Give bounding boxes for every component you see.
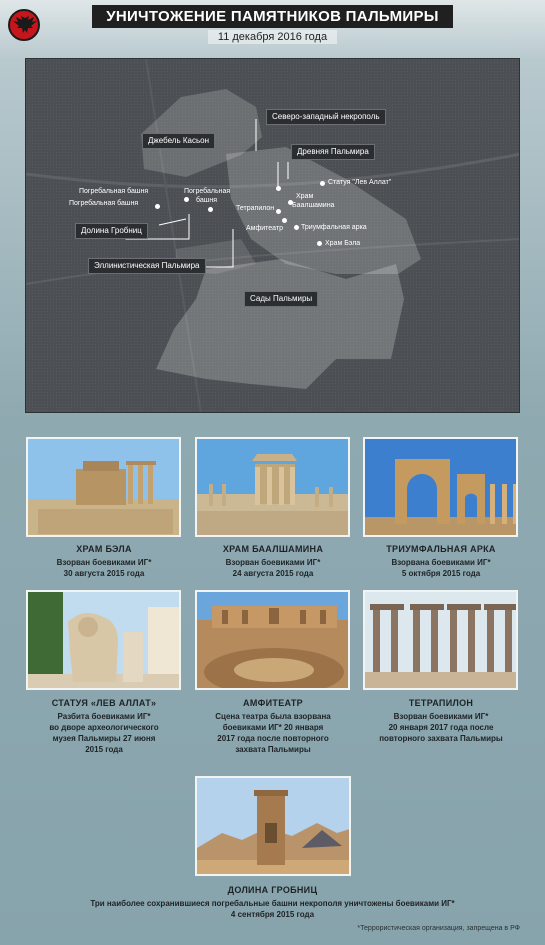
footnote: *Террористическая организация, запрещена в РФ	[357, 925, 520, 932]
label-lion-statue: Статуя "Лев Аллат"	[328, 179, 392, 186]
card-title-temple-bel: ХРАМ БЭЛА	[76, 544, 132, 554]
photo-temple-bel	[26, 437, 181, 537]
card-desc-valley-of-tombs-1: Три наиболее сохранившиеся погребальные башни некрополя уничтожены боевиками ИГ*	[90, 899, 455, 908]
page-title: УНИЧТОЖЕНИЕ ПАМЯТНИКОВ ПАЛЬМИРЫ	[92, 5, 453, 28]
card-desc-tetrapylon-2: 20 января 2017 года после	[388, 723, 494, 732]
card-desc-temple-baalshamin-2: 24 августа 2015 года	[232, 569, 314, 578]
marker-burial-tower-2	[155, 204, 160, 209]
label-temple-baalshamin-b: Баалшамина	[292, 202, 335, 209]
card-desc-temple-bel-2: 30 августа 2015 года	[63, 569, 145, 578]
card-desc-triumphal-arch-2: 5 октября 2015 года	[401, 569, 481, 578]
card-desc-amphitheatre-4: захвата Пальмиры	[235, 745, 311, 754]
label-northwest-necropolis: Северо-западный некрополь	[266, 109, 386, 125]
card-desc-temple-baalshamin-1: Взорван боевиками ИГ*	[225, 558, 321, 567]
card-title-valley-of-tombs: ДОЛИНА ГРОБНИЦ	[227, 885, 318, 895]
photo-temple-baalshamin	[195, 437, 350, 537]
marker-tetrapylon	[276, 209, 281, 214]
marker-lion-statue	[320, 181, 325, 186]
card-desc-temple-bel-1: Взорван боевиками ИГ*	[56, 558, 152, 567]
label-valley-of-tombs: Долина Гробниц	[75, 223, 148, 239]
card-desc-amphitheatre-2: боевиками ИГ* 20 января	[222, 723, 324, 732]
photo-valley-of-tombs	[195, 776, 351, 876]
photo-lion-statue	[26, 590, 181, 690]
marker-burial-tower-1	[184, 197, 189, 202]
marker-amphitheatre	[282, 218, 287, 223]
card-title-lion-statue: СТАТУЯ «ЛЕВ АЛЛАТ»	[51, 698, 157, 708]
label-amphitheatre: Амфитеатр	[246, 225, 284, 232]
card-desc-amphitheatre-1: Сцена театра была взорвана	[215, 712, 331, 721]
label-triumphal-arch: Триумфальная арка	[301, 224, 367, 231]
label-temple-bel: Храм Бэла	[325, 240, 361, 247]
label-jebel-kasyun: Джебель Касьон	[142, 133, 215, 149]
label-burial-tower-1: Погребальная башня	[79, 188, 149, 195]
card-desc-lion-statue-3: музея Пальмиры 27 июня	[52, 734, 156, 743]
label-palmyra-gardens: Сады Пальмиры	[244, 291, 318, 307]
palmyra-map	[25, 58, 520, 413]
card-title-amphitheatre: АМФИТЕАТР	[243, 698, 303, 708]
photo-triumphal-arch	[363, 437, 518, 537]
card-desc-valley-of-tombs-2: 4 сентября 2015 года	[230, 910, 315, 919]
label-ancient-palmyra: Древняя Пальмира	[291, 144, 375, 160]
card-title-triumphal-arch: ТРИУМФАЛЬНАЯ АРКА	[386, 544, 496, 554]
photo-tetrapylon	[363, 590, 518, 690]
card-desc-lion-statue-2: во дворе археологического	[49, 723, 159, 732]
marker-temple-bel	[317, 241, 322, 246]
page-date: 11 декабря 2016 года	[208, 30, 337, 44]
label-temple-baalshamin-a: Храм	[296, 193, 314, 200]
label-tetrapylon: Тетрапилон	[236, 205, 275, 212]
label-burial-tower-3a: Погребальная	[184, 188, 231, 195]
marker-triumphal-arch	[294, 225, 299, 230]
card-desc-lion-statue-1: Разбита боевиками ИГ*	[57, 712, 151, 721]
card-desc-tetrapylon-3: повторного захвата Пальмиры	[379, 734, 503, 743]
card-desc-triumphal-arch-1: Взорвана боевиками ИГ*	[391, 558, 491, 567]
label-hellenistic-palmyra: Эллинистическая Пальмира	[88, 258, 206, 274]
card-title-tetrapylon: ТЕТРАПИЛОН	[408, 698, 474, 708]
marker-tetrapylon-top	[276, 186, 281, 191]
label-burial-tower-3b: башня	[196, 197, 218, 204]
card-desc-amphitheatre-3: 2017 года после повторного	[217, 734, 329, 743]
photo-amphitheatre	[195, 590, 350, 690]
header	[0, 0, 545, 52]
card-title-temple-baalshamin: ХРАМ БААЛШАМИНА	[222, 544, 324, 554]
card-desc-tetrapylon-1: Взорван боевиками ИГ*	[393, 712, 489, 721]
label-burial-tower-2: Погребальная башня	[69, 200, 139, 207]
card-desc-lion-statue-4: 2015 года	[85, 745, 123, 754]
marker-burial-tower-3	[208, 207, 213, 212]
